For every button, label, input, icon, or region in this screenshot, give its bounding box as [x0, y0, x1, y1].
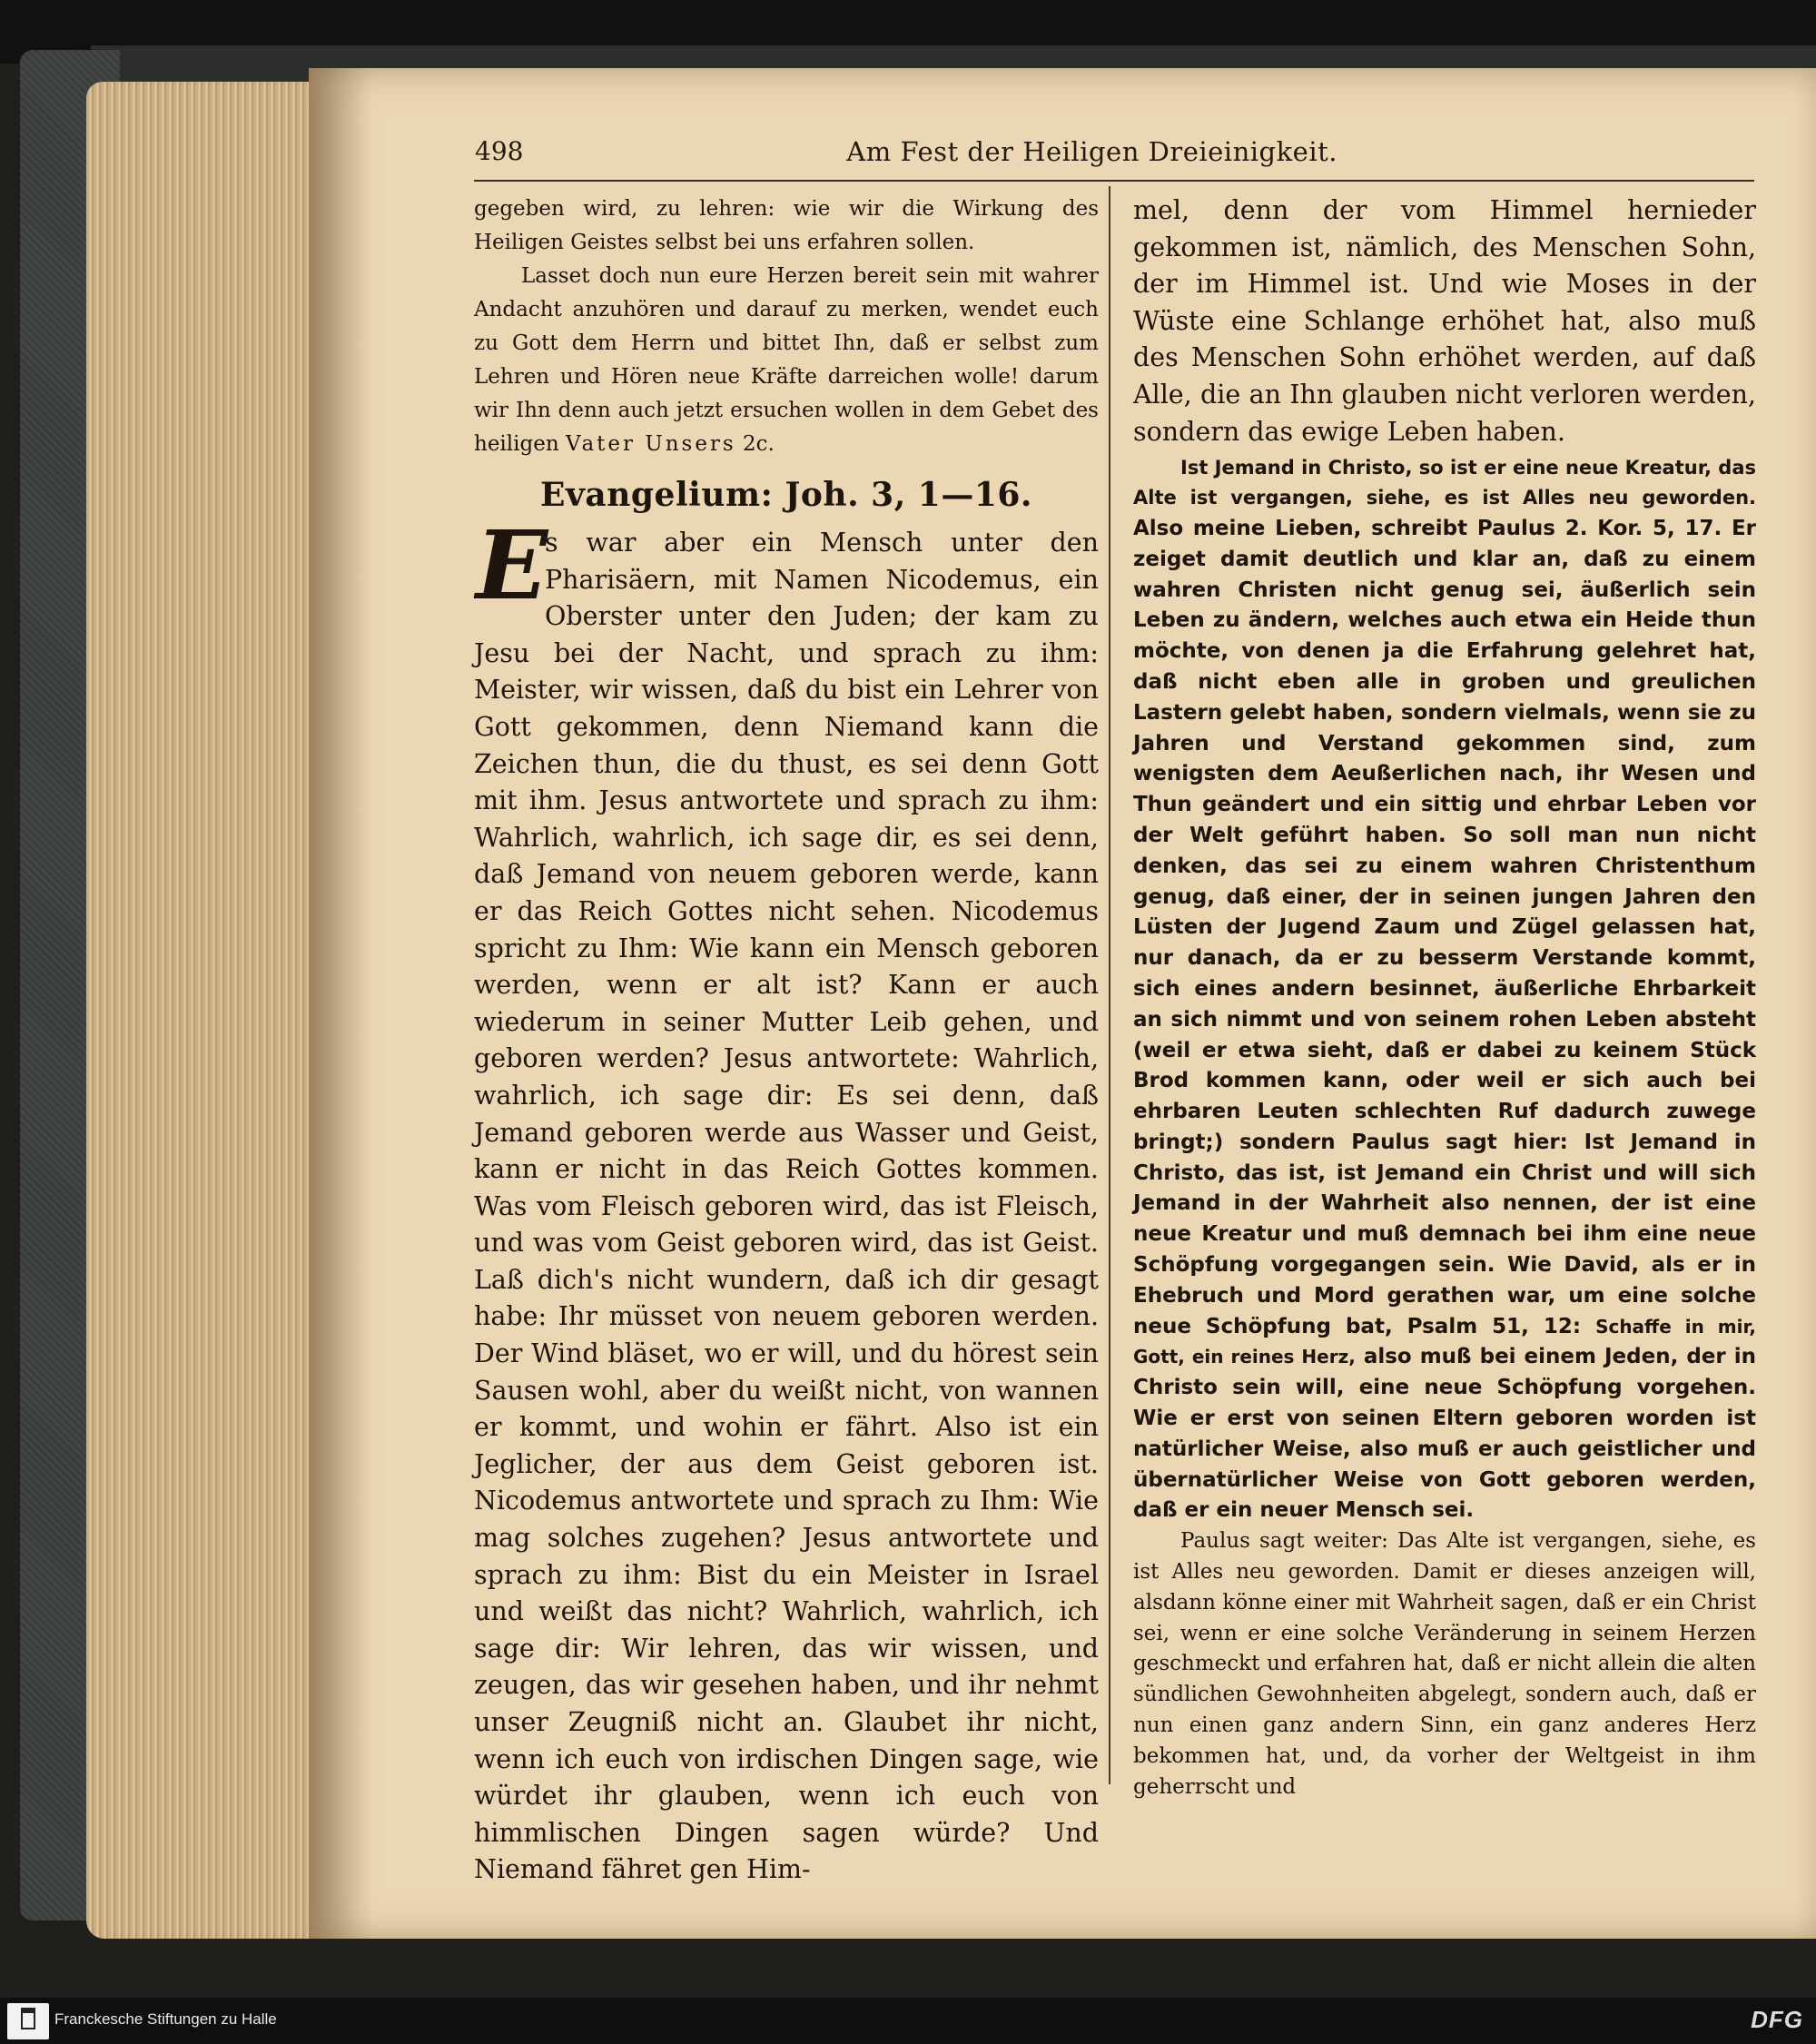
prayer-text: Lasset doch nun eure Herzen bereit sein mit wahrer Andacht anzuhören und darauf zu merken, wendet euch zu Gott dem Herrn und bittet Ihn, daß er selbst zum Lehren und Hören neue Kräfte darreichen wolle! darum wir Ihn denn auch jetzt ersuchen wollen in dem Gebet des heiligen — [474, 264, 1099, 456]
thesis-bold: Ist Jemand in Christo, so ist er eine neue Kreatur, das Alte ist vergangen, siehe, es ist Alles neu geworden. — [1133, 457, 1756, 509]
header-rule — [474, 180, 1754, 182]
dfg-logo[interactable]: DFG — [1751, 2006, 1803, 2033]
running-title: Am Fest der Heiligen Dreieinigkeit. — [846, 136, 1337, 167]
prayer-paragraph — [474, 260, 1099, 461]
gospel-continuation: mel, denn der vom Himmel hernieder gekommen ist, nämlich, des Menschen Sohn, der im Himmel ist. Und wie Moses in der Wüste eine Schlange erhöhet hat, also muß des Menschen Sohn erhöhet werden, auf daß Alle, die an Ihn glauben nicht verloren werden, sondern das ewige Leben haben. — [1133, 195, 1756, 447]
psalm-quote: Schaffe in mir, Gott, ein reines Herz, — [1133, 1315, 1756, 1368]
gospel-body: s war aber ein Mensch unter den Pharisäern, mit Namen Nicodemus, ein Oberster unter den Juden; der kam zu Jesu bei der Nacht, und sprach zu ihm: Meister, wir wissen, daß du bist ein Lehrer von Gott gekommen, denn Niemand kann die Zeichen thun, die du thust, es sei denn Gott mit ihm. Jesus antwortete und sprach zu ihm: Wahrlich, wahrlich, ich sage dir, es sei denn, daß Jemand von neuem geboren werde, kann er das Reich Gottes nicht sehen. Nicodemus spricht zu Ihm: Wie kann ein Mensch geboren werden, wenn er alt ist? Kann er auch wiederum in seiner Mutter Leib gehen, und geboren werden? Jesus antwortete: Wahrlich, wahrlich, ich sage dir: Es sei denn, daß Jemand geboren werde aus Wasser und Geist, kann er nicht in das Reich Gottes kommen. Was vom Fleisch geboren wird, das ist Fleisch, und was vom Geist geboren wird, das ist Geist. Laß dich's nicht wundern, daß ich dir gesagt habe: Ihr müsset von neuem geboren werden. Der Wind bläset, wo er will, und du hörest sein Sausen wohl, aber du weißt nicht, von wannen er kommt, und wohin er fährt. Also ist ein Jeglicher, der aus dem Geist geboren ist. Nicodemus antwortete und sprach zu Ihm: Wie mag solches zugehen? Jesus antwortete und sprach zu ihm: Bist du ein Meister in Israel und weißt das nicht? Wahrlich, wahrlich, ich sage dir: Wir lehren, das wir wissen, und zeugen, das wir gesehen haben, und ihr nehmt unser Zeugniß nicht an. Glaubet ihr nicht, wenn ich euch von irdischen Dingen sage, wie würdet ihr glauben, wenn ich euch von himmlischen Dingen sagen würde? Und Niemand fähret gen Him- — [474, 528, 1099, 1885]
institution-name[interactable]: Franckesche Stiftungen zu Halle — [54, 2010, 277, 2028]
institution-logo-icon[interactable] — [7, 2003, 49, 2039]
prayer-spaced-text: Vater Unsers — [565, 432, 736, 456]
page-header — [475, 136, 1337, 173]
sermon-paragraph — [1133, 453, 1756, 1526]
right-column — [1133, 193, 1756, 1802]
drop-cap: E — [476, 509, 548, 621]
page-number: 498 — [475, 136, 524, 166]
page-edges — [86, 82, 322, 1939]
gospel-heading: Evangelium: Joh. 3, 1—16. — [540, 476, 1032, 514]
gospel-text — [474, 509, 1099, 1889]
sermon-text-end: also muß bei einem Jeden, der in Christo sein will, eine neue Schöpfung vorgehen. Wie er erst von seinen Eltern geboren worden ist natürlicher Weise, also muß er auch geistlicher und übernatürlicher Weise von Gott geboren werden, daß er ein neuer Mensch sei. — [1133, 1345, 1756, 1523]
sermon-text: Also meine Lieben, schreibt Paulus 2. Kor. 5, 17. Er zeiget damit deutlich und klar an, daß zu einem wahren Christen nicht genug sei, äußerlich sein Leben zu ändern, welches auch etwa ein Heide thun möchte, von denen ja die Erfahrung gelehret hat, daß nicht eben alle in groben und greulichen Lastern gelebt haben, sondern vielmals, wenn sie zu Jahren und Verstand gekommen sind, zum wenigsten dem Aeußerlichen nach, ihr Wesen und Thun geändert und ein sittig und ehrbar Leben vor der Welt geführt haben. So soll man nun nicht denken, das sei zu einem wahren Christenthum genug, daß einer, der in seinen jungen Jahren den Lüsten der Jugend Zaum und Zügel gelassen hat, nur danach, da er zu besserm Verstande kommt, sich eines andern besinnet, äußerliche Ehrbarkeit an sich nimmt und von seinem rohen Leben absteht (weil er etwa sieht, daß er dabei zu keinem Stück Brod kommen kann, oder weil er sich auch bei ehrbaren Leuten schlechten Ruf dadurch zuwege bringt;) sondern Paulus sagt hier: Ist Jemand in Christo, das ist, ist Jemand ein Christ und will sich Jemand in der Wahrheit also nennen, der ist eine neue Kreatur und muß demnach bei ihm eine neue Schöpfung vorgegangen sein. Wie David, als er in Ehebruch und Mord gerathen war, um eine solche neue Schöpfung bat, Psalm 51, 12: — [1133, 516, 1756, 1338]
prayer-text-end: 2c. — [735, 432, 775, 456]
final-paragraph: Paulus sagt weiter: Das Alte ist vergangen, siehe, es ist Alles neu geworden. Damit er dieses anzeigen will, alsdann könne einer mit Wahrheit sagen, daß er ein Christ sei, wenn er eine solche Veränderung in seinem Herzen geschmeckt und erfahren hat, daß er nicht allein die alten sündlichen Gewohnheiten abgelegt, sondern auch, daß er nun einen ganz andern Sinn, ein ganz anderes Herz bekommen hat, und, da vorher der Weltgeist in ihm geherrscht und — [1133, 1529, 1756, 1799]
viewer-footer — [0, 1998, 1816, 2044]
gutter-shadow — [309, 68, 372, 1939]
left-column — [474, 193, 1099, 1889]
intro-paragraph: gegeben wird, zu lehren: wie wir die Wirkung des Heiligen Geistes selbst bei uns erfahren sollen. — [474, 197, 1099, 254]
column-divider — [1109, 186, 1110, 1784]
